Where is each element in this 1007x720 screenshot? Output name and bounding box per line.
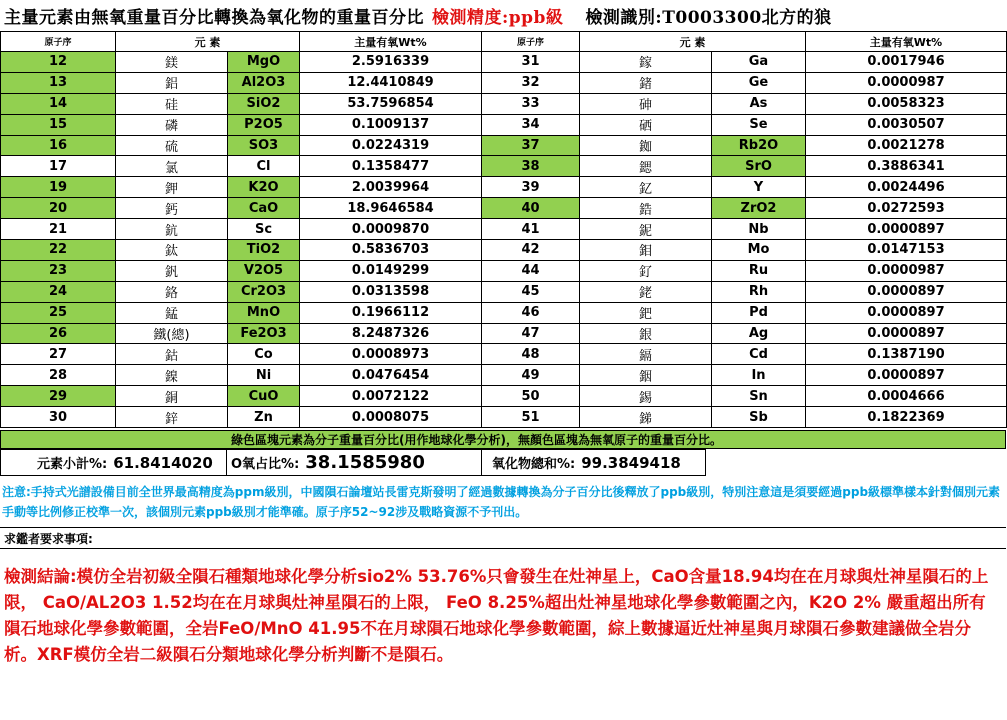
weight-percent: 8.2487326 xyxy=(300,323,482,344)
oxide-symbol: Sc xyxy=(228,219,300,240)
header-atomic-no: 原子序 xyxy=(482,32,580,52)
oxide-symbol: SrO xyxy=(712,156,806,177)
oxide-symbol: MgO xyxy=(228,52,300,73)
atomic-number: 19 xyxy=(1,177,116,198)
atomic-number: 34 xyxy=(482,114,580,135)
atomic-number: 32 xyxy=(482,72,580,93)
atomic-number: 30 xyxy=(1,407,116,428)
oxide-symbol: K2O xyxy=(228,177,300,198)
element-subtotal-label: 元素小計%: xyxy=(37,457,108,472)
weight-percent: 0.0224319 xyxy=(300,135,482,156)
oxide-symbol: Fe2O3 xyxy=(228,323,300,344)
weight-percent: 0.0000897 xyxy=(806,281,1007,302)
table-row xyxy=(1,177,1007,198)
oxide-symbol: Se xyxy=(712,114,806,135)
oxide-symbol: Co xyxy=(228,344,300,365)
element-name: 釩 xyxy=(116,260,228,281)
oxide-symbol: Pd xyxy=(712,302,806,323)
element-name: 銦 xyxy=(580,365,712,386)
header-element: 元 素 xyxy=(116,32,300,52)
atomic-number: 26 xyxy=(1,323,116,344)
atomic-number: 41 xyxy=(482,219,580,240)
oxide-symbol: As xyxy=(712,93,806,114)
oxide-symbol: Y xyxy=(712,177,806,198)
weight-percent: 0.1966112 xyxy=(300,302,482,323)
weight-percent: 0.0004666 xyxy=(806,386,1007,407)
element-name: 鉬 xyxy=(580,240,712,261)
element-name: 鐵(總) xyxy=(116,323,228,344)
weight-percent: 0.0476454 xyxy=(300,365,482,386)
table-row xyxy=(1,156,1007,177)
atomic-number: 44 xyxy=(482,260,580,281)
header-content: 主量有氧Wt% xyxy=(300,32,482,52)
oxide-symbol: Nb xyxy=(712,219,806,240)
oxide-symbol: Zn xyxy=(228,407,300,428)
sample-id: 檢測識別:T0003300北方的狼 xyxy=(585,7,832,28)
weight-percent: 0.1358477 xyxy=(300,156,482,177)
element-name: 錳 xyxy=(116,302,228,323)
report-title-bar xyxy=(0,0,1007,30)
atomic-number: 13 xyxy=(1,72,116,93)
weight-percent: 0.0272593 xyxy=(806,198,1007,219)
weight-percent: 0.0000897 xyxy=(806,365,1007,386)
weight-percent: 0.1387190 xyxy=(806,344,1007,365)
weight-percent: 0.0000897 xyxy=(806,323,1007,344)
weight-percent: 0.0000897 xyxy=(806,302,1007,323)
atomic-number: 29 xyxy=(1,386,116,407)
oxide-symbol: CuO xyxy=(228,386,300,407)
atomic-number: 40 xyxy=(482,198,580,219)
table-row xyxy=(1,323,1007,344)
atomic-number: 22 xyxy=(1,240,116,261)
element-name: 鍶 xyxy=(580,156,712,177)
table-row xyxy=(1,344,1007,365)
element-name: 鈷 xyxy=(116,344,228,365)
weight-percent: 0.0147153 xyxy=(806,240,1007,261)
weight-percent: 18.9646584 xyxy=(300,198,482,219)
atomic-number: 28 xyxy=(1,365,116,386)
weight-percent: 0.1822369 xyxy=(806,407,1007,428)
weight-percent: 0.0000987 xyxy=(806,260,1007,281)
atomic-number: 17 xyxy=(1,156,116,177)
oxide-symbol: Ni xyxy=(228,365,300,386)
test-conclusion: 檢測結論:模仿全岩初級全隕石種類地球化學分析sio2% 53.76%只會發生在灶神星上，CaO含量18.94均在在月球與灶神星隕石的上限， CaO/AL2O3 1.52均在在月球與灶神星隕石的上限， FeO 8.25%超出灶神星地球化學參數範圍之內，K2O 2% 嚴重超出所有隕石地球化學參數範圍，全岩FeO/MnO 41.95不在月球隕石地球化學參數範圍，綜上數據逼近灶神星與月球隕石參數建議做全岩分析。XRF模仿全岩二級隕石分類地球化學分析判斷不是隕石。 xyxy=(4,567,989,664)
element-name: 硅 xyxy=(116,93,228,114)
table-row xyxy=(1,260,1007,281)
weight-percent: 0.0030507 xyxy=(806,114,1007,135)
element-name: 鈀 xyxy=(580,302,712,323)
weight-percent: 2.5916339 xyxy=(300,52,482,73)
atomic-number: 21 xyxy=(1,219,116,240)
table-row xyxy=(1,52,1007,73)
oxide-total-value: 99.3849418 xyxy=(581,453,681,472)
element-name: 鎵 xyxy=(580,52,712,73)
header-element: 元 素 xyxy=(580,32,806,52)
weight-percent: 0.3886341 xyxy=(806,156,1007,177)
atomic-number: 38 xyxy=(482,156,580,177)
atomic-number: 45 xyxy=(482,281,580,302)
weight-percent: 0.0024496 xyxy=(806,177,1007,198)
weight-percent: 0.1009137 xyxy=(300,114,482,135)
element-name: 鈣 xyxy=(116,198,228,219)
element-name: 銅 xyxy=(116,386,228,407)
green-legend-note: 綠色區塊元素為分子重量百分比(用作地球化學分析)，無顏色區塊為無氧原子的重量百分比。 xyxy=(0,430,1006,449)
atomic-number: 39 xyxy=(482,177,580,198)
element-subtotal xyxy=(0,449,227,476)
oxide-symbol: Rb2O xyxy=(712,135,806,156)
element-name: 鈮 xyxy=(580,219,712,240)
element-table xyxy=(0,31,1007,428)
atomic-number: 33 xyxy=(482,93,580,114)
atomic-number: 24 xyxy=(1,281,116,302)
header-content: 主量有氧Wt% xyxy=(806,32,1007,52)
weight-percent: 0.0000987 xyxy=(806,72,1007,93)
element-name: 硒 xyxy=(580,114,712,135)
weight-percent: 0.0009870 xyxy=(300,219,482,240)
element-name: 銣 xyxy=(580,135,712,156)
weight-percent: 0.0058323 xyxy=(806,93,1007,114)
atomic-number: 15 xyxy=(1,114,116,135)
weight-percent: 0.0072122 xyxy=(300,386,482,407)
element-name: 鎳 xyxy=(116,365,228,386)
header-atomic-no: 原子序 xyxy=(1,32,116,52)
atomic-number: 25 xyxy=(1,302,116,323)
atomic-number: 27 xyxy=(1,344,116,365)
table-row xyxy=(1,365,1007,386)
table-row xyxy=(1,281,1007,302)
weight-percent: 0.5836703 xyxy=(300,240,482,261)
oxide-symbol: Rh xyxy=(712,281,806,302)
atomic-number: 31 xyxy=(482,52,580,73)
weight-percent: 0.0021278 xyxy=(806,135,1007,156)
element-name: 鉀 xyxy=(116,177,228,198)
oxide-symbol: Cd xyxy=(712,344,806,365)
table-row xyxy=(1,93,1007,114)
atomic-number: 37 xyxy=(482,135,580,156)
oxide-symbol: Sb xyxy=(712,407,806,428)
weight-percent: 12.4410849 xyxy=(300,72,482,93)
element-name: 鋯 xyxy=(580,198,712,219)
weight-percent: 2.0039964 xyxy=(300,177,482,198)
atomic-number: 50 xyxy=(482,386,580,407)
atomic-number: 48 xyxy=(482,344,580,365)
element-name: 鍺 xyxy=(580,72,712,93)
oxide-symbol: V2O5 xyxy=(228,260,300,281)
oxide-symbol: P2O5 xyxy=(228,114,300,135)
oxide-symbol: CaO xyxy=(228,198,300,219)
summary-row xyxy=(0,449,1006,476)
oxide-symbol: Ga xyxy=(712,52,806,73)
element-name: 硫 xyxy=(116,135,228,156)
atomic-number: 20 xyxy=(1,198,116,219)
oxide-symbol: Ru xyxy=(712,260,806,281)
oxygen-ratio-value: 38.1585980 xyxy=(305,452,425,473)
element-name: 氯 xyxy=(116,156,228,177)
element-subtotal-value: 61.8414020 xyxy=(113,453,213,472)
element-name: 鎂 xyxy=(116,52,228,73)
oxide-symbol: ZrO2 xyxy=(712,198,806,219)
weight-percent: 0.0149299 xyxy=(300,260,482,281)
table-row xyxy=(1,114,1007,135)
element-name: 鉻 xyxy=(116,281,228,302)
calibration-note: 注意:手持式光譜設備目前全世界最高精度為ppm級別，中國隕石論壇站長雷克斯發明了經過數據轉換為分子百分比後釋放了ppb級別，特別注意這是須要經過ppb級標準樣本針對個別元素手動等比例修正校準一次，該個別元素ppb級別才能準確。原子序52~92涉及戰略資源不予刊出。 xyxy=(2,485,1001,519)
table-row xyxy=(1,302,1007,323)
oxide-symbol: MnO xyxy=(228,302,300,323)
oxide-symbol: In xyxy=(712,365,806,386)
element-name: 銠 xyxy=(580,281,712,302)
element-name: 釔 xyxy=(580,177,712,198)
weight-percent: 0.0008075 xyxy=(300,407,482,428)
table-row xyxy=(1,135,1007,156)
element-name: 砷 xyxy=(580,93,712,114)
element-name: 磷 xyxy=(116,114,228,135)
atomic-number: 23 xyxy=(1,260,116,281)
oxide-symbol: TiO2 xyxy=(228,240,300,261)
atomic-number: 49 xyxy=(482,365,580,386)
atomic-number: 16 xyxy=(1,135,116,156)
oxide-symbol: SO3 xyxy=(228,135,300,156)
oxide-symbol: Cl xyxy=(228,156,300,177)
element-name: 鋅 xyxy=(116,407,228,428)
oxygen-ratio xyxy=(226,449,482,476)
table-row xyxy=(1,198,1007,219)
element-name: 釕 xyxy=(580,260,712,281)
atomic-number: 42 xyxy=(482,240,580,261)
weight-percent: 0.0017946 xyxy=(806,52,1007,73)
atomic-number: 14 xyxy=(1,93,116,114)
oxide-symbol: SiO2 xyxy=(228,93,300,114)
table-header-row xyxy=(1,32,1007,52)
atomic-number: 12 xyxy=(1,52,116,73)
element-name: 銀 xyxy=(580,323,712,344)
table-row xyxy=(1,407,1007,428)
weight-percent: 0.0008973 xyxy=(300,344,482,365)
precision-label: 檢測精度:ppb級 xyxy=(432,7,564,28)
table-row xyxy=(1,72,1007,93)
element-name: 鈧 xyxy=(116,219,228,240)
element-name: 鋁 xyxy=(116,72,228,93)
weight-percent: 0.0313598 xyxy=(300,281,482,302)
table-row xyxy=(1,386,1007,407)
requester-notes: 求鑑者要求事項: xyxy=(0,527,1006,549)
oxygen-ratio-label: O氧占比%: xyxy=(231,457,300,472)
oxide-symbol: Mo xyxy=(712,240,806,261)
table-row xyxy=(1,240,1007,261)
weight-percent: 53.7596854 xyxy=(300,93,482,114)
element-name: 銻 xyxy=(580,407,712,428)
element-name: 鎘 xyxy=(580,344,712,365)
element-name: 錫 xyxy=(580,386,712,407)
weight-percent: 0.0000897 xyxy=(806,219,1007,240)
oxide-symbol: Sn xyxy=(712,386,806,407)
atomic-number: 47 xyxy=(482,323,580,344)
atomic-number: 46 xyxy=(482,302,580,323)
atomic-number: 51 xyxy=(482,407,580,428)
oxide-total xyxy=(481,449,706,476)
table-row xyxy=(1,219,1007,240)
element-name: 鈦 xyxy=(116,240,228,261)
oxide-symbol: Cr2O3 xyxy=(228,281,300,302)
oxide-symbol: Al2O3 xyxy=(228,72,300,93)
oxide-symbol: Ag xyxy=(712,323,806,344)
oxide-symbol: Ge xyxy=(712,72,806,93)
report-title: 主量元素由無氧重量百分比轉換為氧化物的重量百分比 xyxy=(4,7,424,28)
oxide-total-label: 氧化物總和%: xyxy=(492,457,576,472)
